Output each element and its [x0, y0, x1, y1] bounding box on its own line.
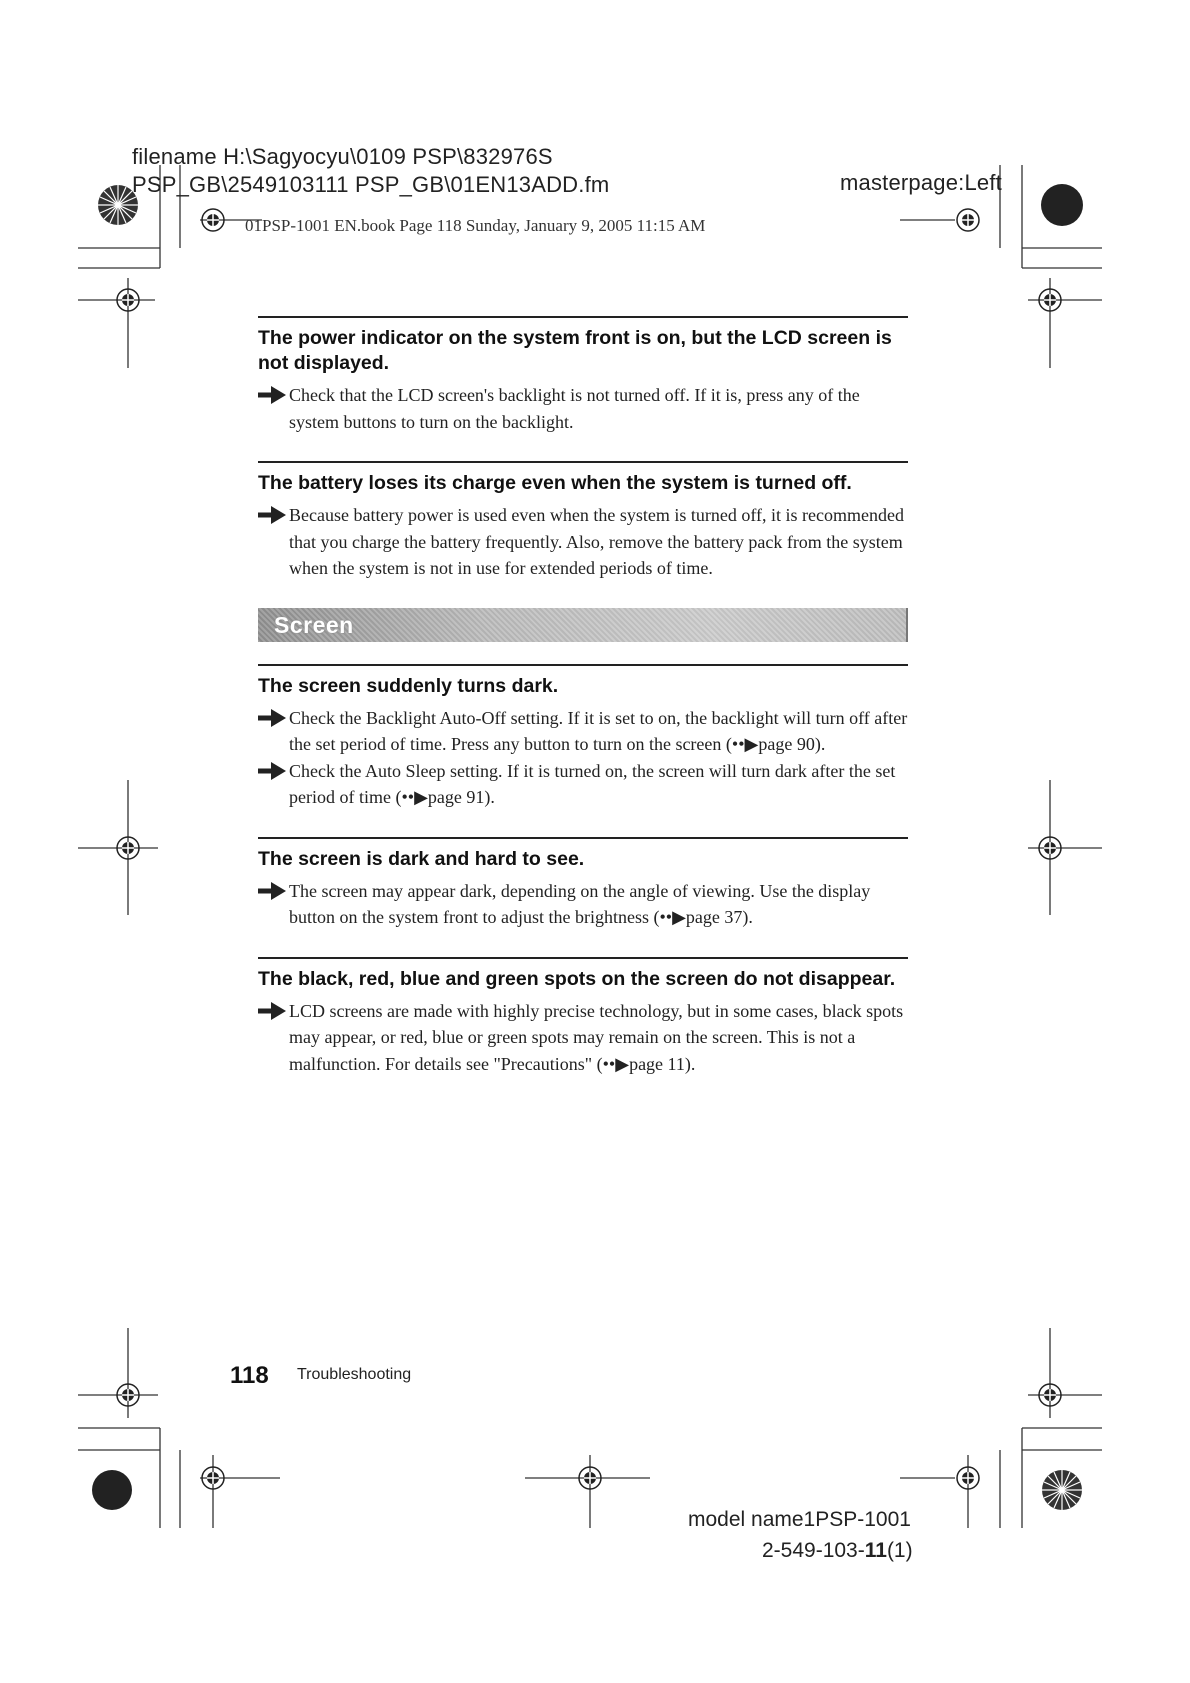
starburst-mark-icon	[1042, 1470, 1082, 1510]
section-banner	[258, 608, 908, 642]
topic	[258, 664, 908, 811]
answer-text: Because battery power is used even when the system is turned off, it is recommended that you charge the battery frequently. Also, remove the battery pack from the system when the system is not in use for extended periods of time.	[289, 505, 904, 578]
book-info-line: 01PSP-1001 EN.book Page 118 Sunday, January 9, 2005 11:15 AM	[245, 216, 706, 235]
right-arrow-icon	[258, 708, 286, 728]
answer-text: Check the Backlight Auto-Off setting. If it is set to on, the backlight will turn off after the set period of time. Press any button to turn on the screen (••▶page 90).	[289, 707, 908, 754]
right-arrow-icon	[258, 385, 286, 405]
topic-title: The battery loses its charge even when the system is turned off.	[258, 472, 852, 494]
answer-item	[258, 502, 908, 582]
page-number: 118	[230, 1362, 269, 1389]
answer-item	[258, 382, 908, 435]
answer-item	[258, 758, 908, 811]
answer-text: LCD screens are made with highly precise technology, but in some cases, black spots may appear, or red, blue or green spots may remain on the screen. This is not a malfunction. For details see "Precautions" (••▶page 11).	[289, 1000, 904, 1074]
answer-item	[258, 705, 908, 758]
topic-title: The screen suddenly turns dark.	[258, 674, 559, 697]
filename-line-1: filename H:\Sagyocyu\0109 PSP\832976S	[132, 144, 553, 169]
answer-item	[258, 998, 908, 1078]
right-arrow-icon	[258, 881, 286, 901]
section-banner-title: Screen	[274, 611, 354, 638]
registration-mark-icon	[957, 209, 979, 231]
code-prefix: 2-549-103-	[762, 1539, 865, 1562]
solid-dot-mark-icon	[92, 1470, 132, 1510]
filename-line-2: PSP_GB\2549103111 PSP_GB\01EN13ADD.fm	[132, 172, 610, 197]
masterpage-label: masterpage:Left	[840, 170, 1002, 195]
footer-section-name: Troubleshooting	[297, 1366, 412, 1383]
solid-dot-mark-icon	[1041, 184, 1083, 226]
topic	[258, 837, 908, 931]
answer-item	[258, 878, 908, 931]
answer-text: Check the Auto Sleep setting. If it is turned on, the screen will turn dark after the set period of time (••▶page 91).	[289, 760, 896, 807]
document-code	[762, 1539, 913, 1563]
topic	[258, 957, 908, 1078]
topic-title: The screen is dark and hard to see.	[258, 847, 585, 870]
topic	[258, 461, 908, 582]
answer-text: Check that the LCD screen's backlight is not turned off. If it is, press any of the system buttons to turn on the backlight.	[289, 385, 860, 432]
topic-title: The power indicator on the system front is on, but the LCD screen is not displayed.	[258, 327, 892, 374]
code-suffix: (1)	[886, 1539, 913, 1562]
topic	[258, 316, 908, 435]
right-arrow-icon	[258, 1001, 286, 1021]
model-name: model name1PSP-1001	[688, 1508, 911, 1531]
answer-text: The screen may appear dark, depending on the angle of viewing. Use the display button on the system front to adjust the brightness (••▶page 37).	[289, 880, 871, 927]
crop-mark-bottom-center	[525, 1455, 650, 1528]
right-arrow-icon	[258, 505, 286, 525]
right-arrow-icon	[258, 761, 286, 781]
page-content	[258, 316, 908, 1103]
code-bold: 11	[864, 1539, 887, 1562]
topic-title: The black, red, blue and green spots on the screen do not disappear.	[258, 967, 896, 990]
